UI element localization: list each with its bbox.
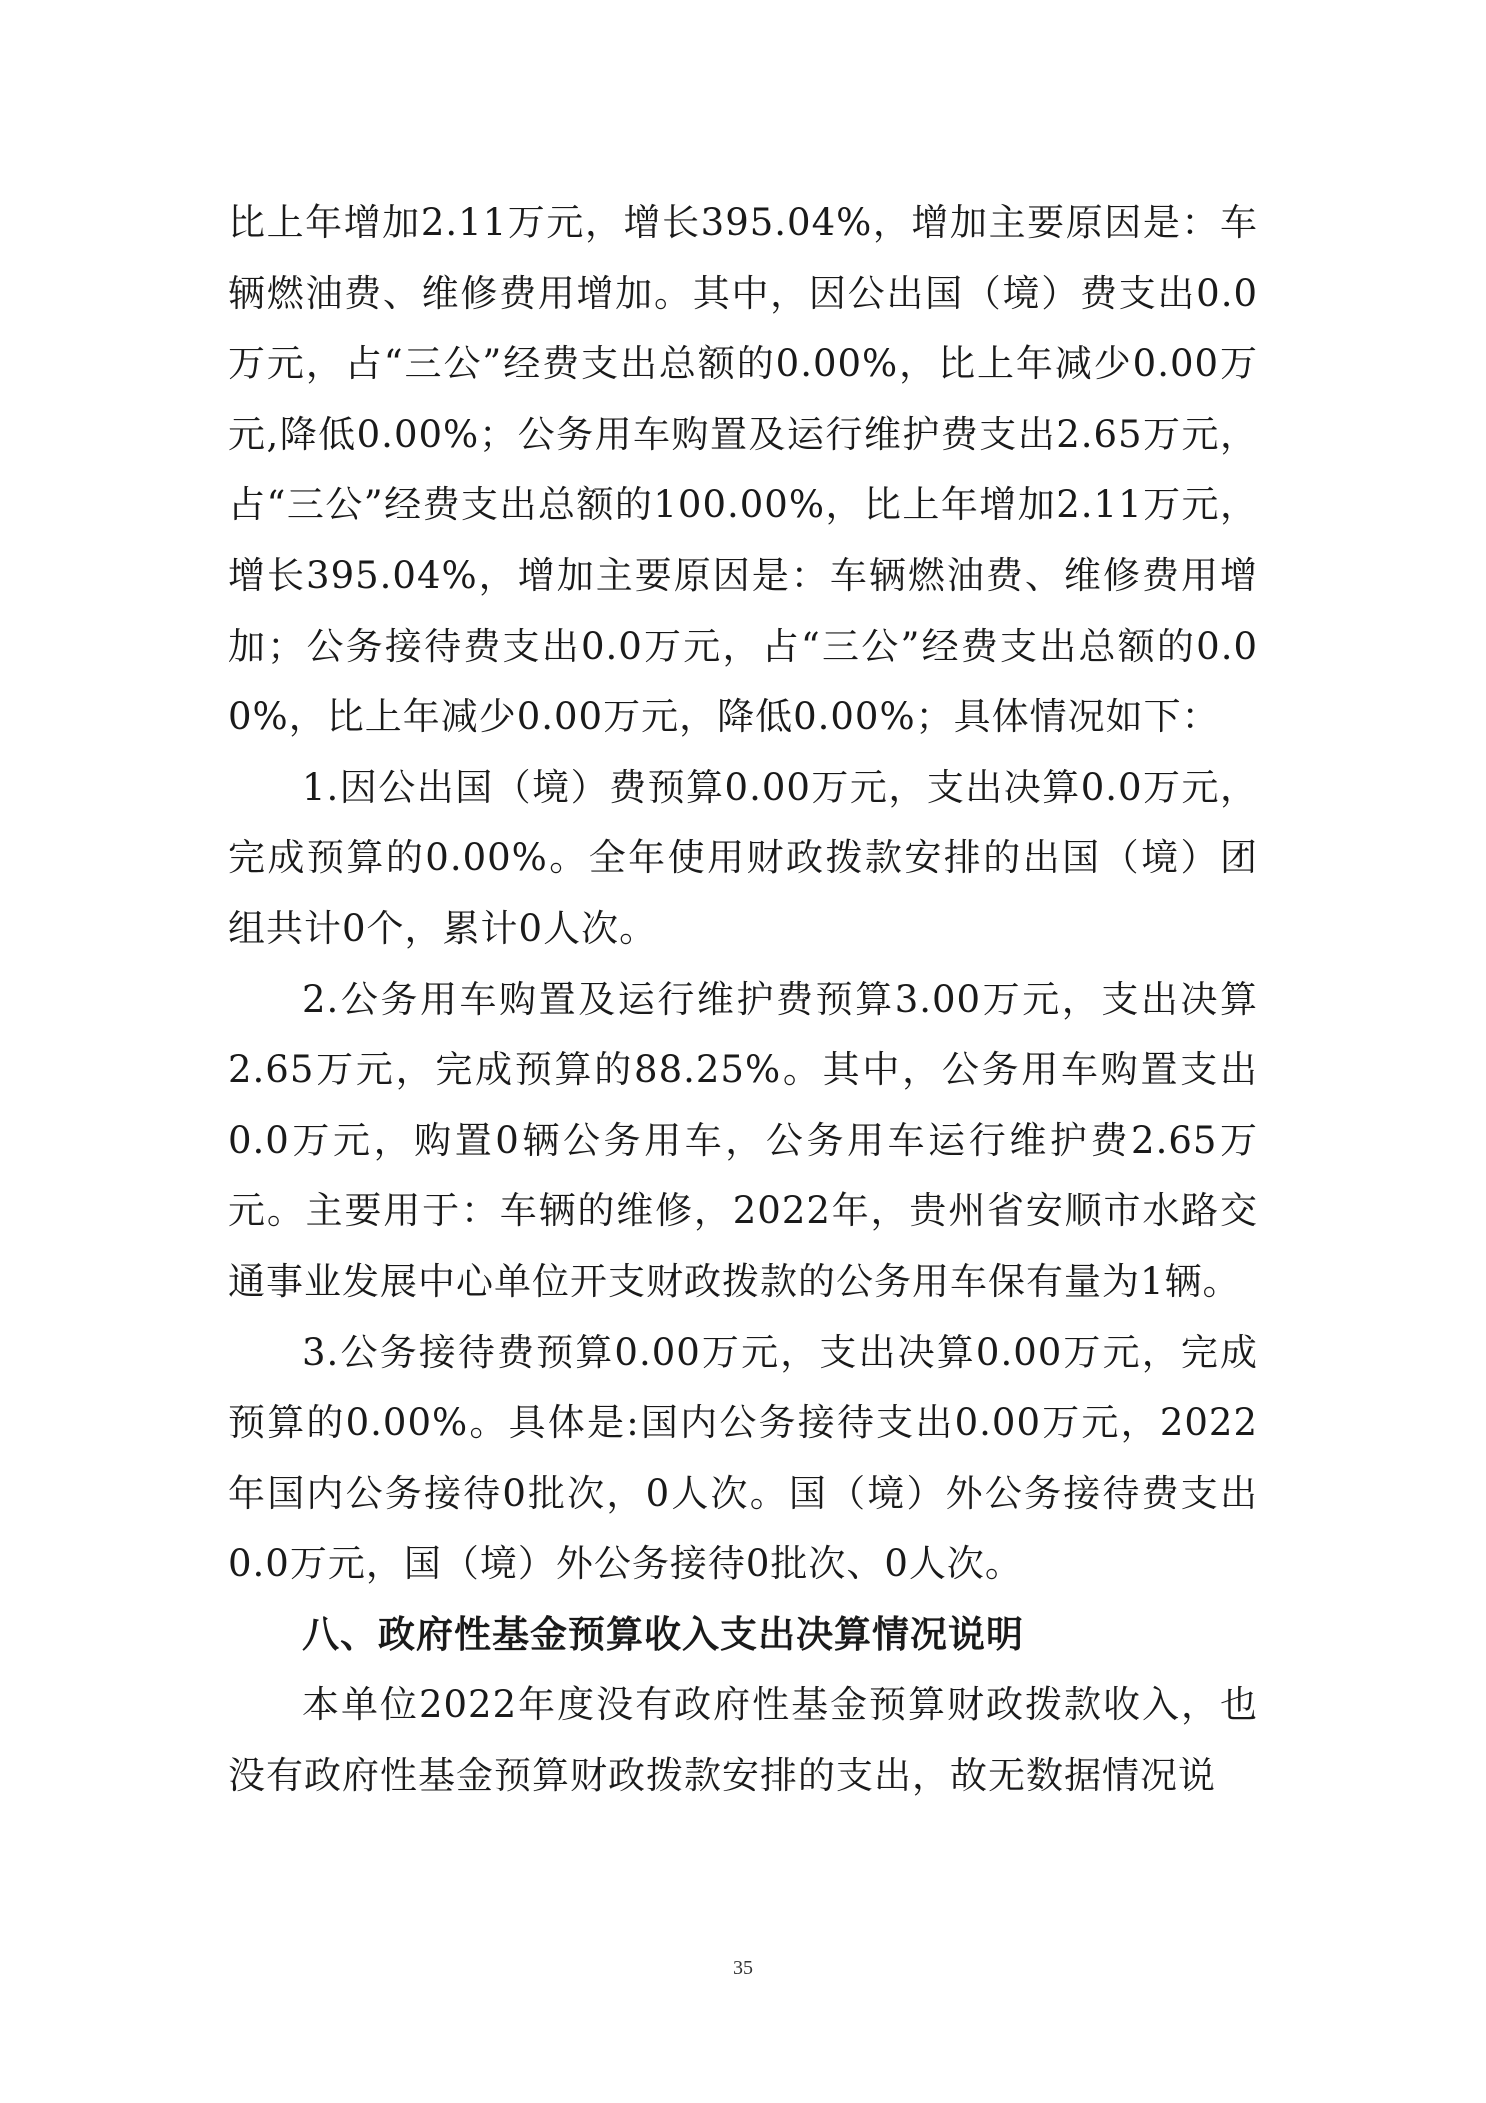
paragraph-overseas-travel: 1.因公出国（境）费预算0.00万元，支出决算0.0万元，完成预算的0.00%。全年使用财政拨款安排的出国（境）团组共计0个，累计0人次。 (228, 765, 1258, 950)
section-heading: 八、政府性基金预算收入支出决算情况说明 (302, 1612, 1024, 1656)
page-number: 35 (733, 1957, 753, 1979)
paragraph-official-vehicles: 2.公务用车购置及运行维护费预算3.00万元，支出决算2.65万元，完成预算的88.25%。其中，公务用车购置支出0.0万元，购置0辆公务用车，公务用车运行维护费2.65万元。主要用于：车辆的维修，2022年，贵州省安顺市水路交通事业发展中心单位开支财政拨款的公务用车保有量为1辆。 (228, 977, 1258, 1303)
page-content (228, 188, 1258, 1812)
paragraph-government-fund: 本单位2022年度没有政府性基金预算财政拨款收入，也没有政府性基金预算财政拨款安排的支出，故无数据情况说 (228, 1683, 1258, 1798)
paragraph-three-public-expenses-summary: 比上年增加2.11万元，增长395.04%，增加主要原因是：车辆燃油费、维修费用增加。其中，因公出国（境）费支出0.0万元，占“三公”经费支出总额的0.00%，比上年减少0.00万元,降低0.00%；公务用车购置及运行维护费支出2.65万元，占“三公”经费支出总额的100.00%，比上年增加2.11万元，增长395.04%，增加主要原因是：车辆燃油费、维修费用增加；公务接待费支出0.0万元，占“三公”经费支出总额的0.00%，比上年减少0.00万元，降低0.00%；具体情况如下： (228, 201, 1258, 739)
paragraph-official-reception: 3.公务接待费预算0.00万元，支出决算0.00万元，完成预算的0.00%。具体是:国内公务接待支出0.00万元，2022年国内公务接待0批次，0人次。国（境）外公务接待费支出0.0万元，国（境）外公务接待0批次、0人次。 (228, 1330, 1258, 1586)
